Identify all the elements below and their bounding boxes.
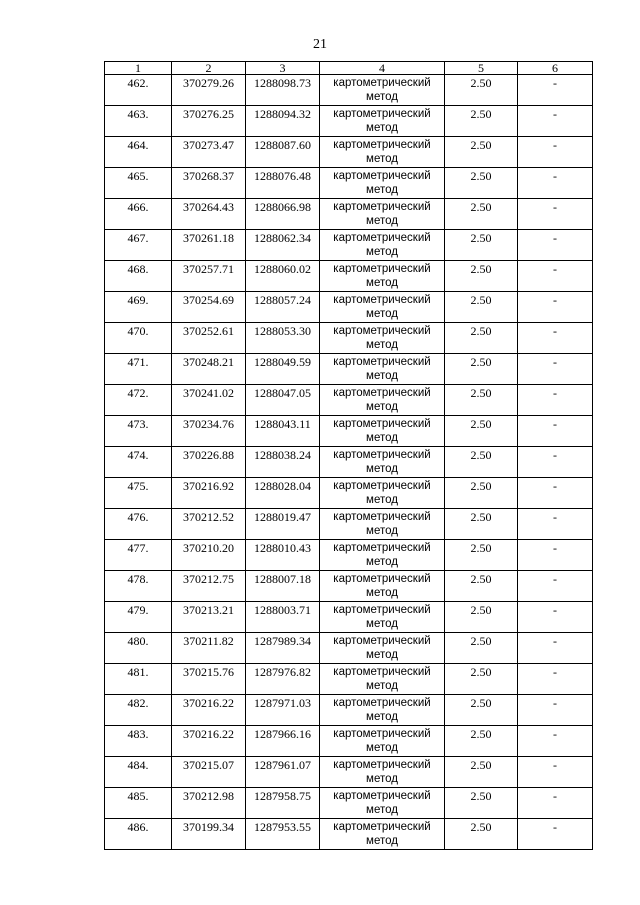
description-cell: -: [518, 478, 593, 509]
accuracy-cell: 2.50: [445, 819, 518, 850]
description-cell: -: [518, 137, 593, 168]
point-number-cell: 480.: [105, 633, 172, 664]
method-cell: картометрический метод: [320, 757, 445, 788]
y-coordinate-cell: 1288076.48: [246, 168, 320, 199]
y-coordinate-cell: 1288007.18: [246, 571, 320, 602]
point-number-cell: 469.: [105, 292, 172, 323]
table-row: [105, 199, 593, 230]
description-cell: -: [518, 323, 593, 354]
x-coordinate-cell: 370215.76: [172, 664, 246, 695]
table-row: [105, 695, 593, 726]
table-row: [105, 757, 593, 788]
y-coordinate-cell: 1288060.02: [246, 261, 320, 292]
point-number-cell: 481.: [105, 664, 172, 695]
description-cell: -: [518, 726, 593, 757]
description-cell: -: [518, 664, 593, 695]
method-cell: картометрический метод: [320, 571, 445, 602]
method-cell: картометрический метод: [320, 354, 445, 385]
table-row: [105, 137, 593, 168]
table-row: [105, 354, 593, 385]
point-number-cell: 484.: [105, 757, 172, 788]
table-row: [105, 819, 593, 850]
table-row: [105, 571, 593, 602]
point-number-cell: 475.: [105, 478, 172, 509]
y-coordinate-cell: 1288003.71: [246, 602, 320, 633]
y-coordinate-cell: 1288043.11: [246, 416, 320, 447]
accuracy-cell: 2.50: [445, 664, 518, 695]
point-number-cell: 467.: [105, 230, 172, 261]
table-row: [105, 168, 593, 199]
accuracy-cell: 2.50: [445, 633, 518, 664]
accuracy-cell: 2.50: [445, 540, 518, 571]
description-cell: -: [518, 168, 593, 199]
point-number-cell: 476.: [105, 509, 172, 540]
description-cell: -: [518, 354, 593, 385]
description-cell: -: [518, 447, 593, 478]
accuracy-cell: 2.50: [445, 757, 518, 788]
y-coordinate-cell: 1287976.82: [246, 664, 320, 695]
description-cell: -: [518, 230, 593, 261]
x-coordinate-cell: 370273.47: [172, 137, 246, 168]
method-cell: картометрический метод: [320, 230, 445, 261]
table-row: [105, 292, 593, 323]
accuracy-cell: 2.50: [445, 385, 518, 416]
x-coordinate-cell: 370216.22: [172, 695, 246, 726]
x-coordinate-cell: 370215.07: [172, 757, 246, 788]
point-number-cell: 474.: [105, 447, 172, 478]
x-coordinate-cell: 370226.88: [172, 447, 246, 478]
accuracy-cell: 2.50: [445, 571, 518, 602]
description-cell: -: [518, 292, 593, 323]
point-number-cell: 482.: [105, 695, 172, 726]
y-coordinate-cell: 1288049.59: [246, 354, 320, 385]
method-cell: картометрический метод: [320, 509, 445, 540]
description-cell: -: [518, 757, 593, 788]
accuracy-cell: 2.50: [445, 292, 518, 323]
table-header-row: [105, 62, 593, 75]
method-cell: картометрический метод: [320, 478, 445, 509]
method-cell: картометрический метод: [320, 323, 445, 354]
point-number-cell: 483.: [105, 726, 172, 757]
x-coordinate-cell: 370254.69: [172, 292, 246, 323]
point-number-cell: 468.: [105, 261, 172, 292]
accuracy-cell: 2.50: [445, 602, 518, 633]
table-row: [105, 416, 593, 447]
method-cell: картометрический метод: [320, 168, 445, 199]
y-coordinate-cell: 1288094.32: [246, 106, 320, 137]
accuracy-cell: 2.50: [445, 354, 518, 385]
point-number-cell: 463.: [105, 106, 172, 137]
method-cell: картометрический метод: [320, 726, 445, 757]
method-cell: картометрический метод: [320, 199, 445, 230]
description-cell: -: [518, 416, 593, 447]
x-coordinate-cell: 370264.43: [172, 199, 246, 230]
x-coordinate-cell: 370268.37: [172, 168, 246, 199]
column-header: 3: [246, 62, 320, 75]
accuracy-cell: 2.50: [445, 416, 518, 447]
y-coordinate-cell: 1288062.34: [246, 230, 320, 261]
description-cell: -: [518, 199, 593, 230]
point-number-cell: 471.: [105, 354, 172, 385]
method-cell: картометрический метод: [320, 602, 445, 633]
method-cell: картометрический метод: [320, 664, 445, 695]
description-cell: -: [518, 509, 593, 540]
y-coordinate-cell: 1287971.03: [246, 695, 320, 726]
column-header: 5: [445, 62, 518, 75]
x-coordinate-cell: 370199.34: [172, 819, 246, 850]
description-cell: -: [518, 571, 593, 602]
x-coordinate-cell: 370248.21: [172, 354, 246, 385]
description-cell: -: [518, 819, 593, 850]
y-coordinate-cell: 1288057.24: [246, 292, 320, 323]
x-coordinate-cell: 370212.75: [172, 571, 246, 602]
description-cell: -: [518, 75, 593, 106]
y-coordinate-cell: 1287953.55: [246, 819, 320, 850]
x-coordinate-cell: 370279.26: [172, 75, 246, 106]
table-row: [105, 726, 593, 757]
table-row: [105, 106, 593, 137]
description-cell: -: [518, 788, 593, 819]
table-row: [105, 664, 593, 695]
y-coordinate-cell: 1287966.16: [246, 726, 320, 757]
method-cell: картометрический метод: [320, 540, 445, 571]
y-coordinate-cell: 1288010.43: [246, 540, 320, 571]
table-row: [105, 602, 593, 633]
accuracy-cell: 2.50: [445, 788, 518, 819]
description-cell: -: [518, 385, 593, 416]
description-cell: -: [518, 540, 593, 571]
method-cell: картометрический метод: [320, 819, 445, 850]
point-number-cell: 462.: [105, 75, 172, 106]
x-coordinate-cell: 370216.22: [172, 726, 246, 757]
table-row: [105, 509, 593, 540]
accuracy-cell: 2.50: [445, 230, 518, 261]
method-cell: картометрический метод: [320, 261, 445, 292]
description-cell: -: [518, 633, 593, 664]
accuracy-cell: 2.50: [445, 509, 518, 540]
x-coordinate-cell: 370212.52: [172, 509, 246, 540]
method-cell: картометрический метод: [320, 292, 445, 323]
point-number-cell: 485.: [105, 788, 172, 819]
x-coordinate-cell: 370252.61: [172, 323, 246, 354]
x-coordinate-cell: 370276.25: [172, 106, 246, 137]
table-row: [105, 633, 593, 664]
y-coordinate-cell: 1288066.98: [246, 199, 320, 230]
point-number-cell: 477.: [105, 540, 172, 571]
description-cell: -: [518, 106, 593, 137]
x-coordinate-cell: 370212.98: [172, 788, 246, 819]
y-coordinate-cell: 1288028.04: [246, 478, 320, 509]
accuracy-cell: 2.50: [445, 106, 518, 137]
y-coordinate-cell: 1287989.34: [246, 633, 320, 664]
method-cell: картометрический метод: [320, 633, 445, 664]
accuracy-cell: 2.50: [445, 447, 518, 478]
accuracy-cell: 2.50: [445, 695, 518, 726]
y-coordinate-cell: 1288098.73: [246, 75, 320, 106]
coordinates-table: [104, 61, 593, 850]
accuracy-cell: 2.50: [445, 478, 518, 509]
x-coordinate-cell: 370261.18: [172, 230, 246, 261]
table-body: [105, 75, 593, 850]
description-cell: -: [518, 695, 593, 726]
y-coordinate-cell: 1288087.60: [246, 137, 320, 168]
method-cell: картометрический метод: [320, 106, 445, 137]
method-cell: картометрический метод: [320, 416, 445, 447]
column-header: 4: [320, 62, 445, 75]
column-header: 6: [518, 62, 593, 75]
table-row: [105, 75, 593, 106]
x-coordinate-cell: 370210.20: [172, 540, 246, 571]
x-coordinate-cell: 370216.92: [172, 478, 246, 509]
x-coordinate-cell: 370257.71: [172, 261, 246, 292]
column-header: 1: [105, 62, 172, 75]
table-row: [105, 540, 593, 571]
x-coordinate-cell: 370234.76: [172, 416, 246, 447]
column-header: 2: [172, 62, 246, 75]
point-number-cell: 465.: [105, 168, 172, 199]
table-row: [105, 261, 593, 292]
y-coordinate-cell: 1288038.24: [246, 447, 320, 478]
table-row: [105, 788, 593, 819]
accuracy-cell: 2.50: [445, 168, 518, 199]
method-cell: картометрический метод: [320, 385, 445, 416]
method-cell: картометрический метод: [320, 695, 445, 726]
point-number-cell: 472.: [105, 385, 172, 416]
point-number-cell: 464.: [105, 137, 172, 168]
point-number-cell: 478.: [105, 571, 172, 602]
y-coordinate-cell: 1288047.05: [246, 385, 320, 416]
point-number-cell: 486.: [105, 819, 172, 850]
accuracy-cell: 2.50: [445, 75, 518, 106]
x-coordinate-cell: 370241.02: [172, 385, 246, 416]
table-row: [105, 447, 593, 478]
accuracy-cell: 2.50: [445, 137, 518, 168]
description-cell: -: [518, 261, 593, 292]
y-coordinate-cell: 1288019.47: [246, 509, 320, 540]
point-number-cell: 479.: [105, 602, 172, 633]
x-coordinate-cell: 370213.21: [172, 602, 246, 633]
method-cell: картометрический метод: [320, 75, 445, 106]
method-cell: картометрический метод: [320, 137, 445, 168]
table-row: [105, 323, 593, 354]
page-number: 21: [313, 37, 327, 52]
y-coordinate-cell: 1287958.75: [246, 788, 320, 819]
table-row: [105, 230, 593, 261]
accuracy-cell: 2.50: [445, 726, 518, 757]
point-number-cell: 470.: [105, 323, 172, 354]
table-row: [105, 385, 593, 416]
method-cell: картометрический метод: [320, 788, 445, 819]
accuracy-cell: 2.50: [445, 323, 518, 354]
y-coordinate-cell: 1287961.07: [246, 757, 320, 788]
method-cell: картометрический метод: [320, 447, 445, 478]
y-coordinate-cell: 1288053.30: [246, 323, 320, 354]
x-coordinate-cell: 370211.82: [172, 633, 246, 664]
accuracy-cell: 2.50: [445, 199, 518, 230]
description-cell: -: [518, 602, 593, 633]
point-number-cell: 473.: [105, 416, 172, 447]
table-row: [105, 478, 593, 509]
accuracy-cell: 2.50: [445, 261, 518, 292]
point-number-cell: 466.: [105, 199, 172, 230]
